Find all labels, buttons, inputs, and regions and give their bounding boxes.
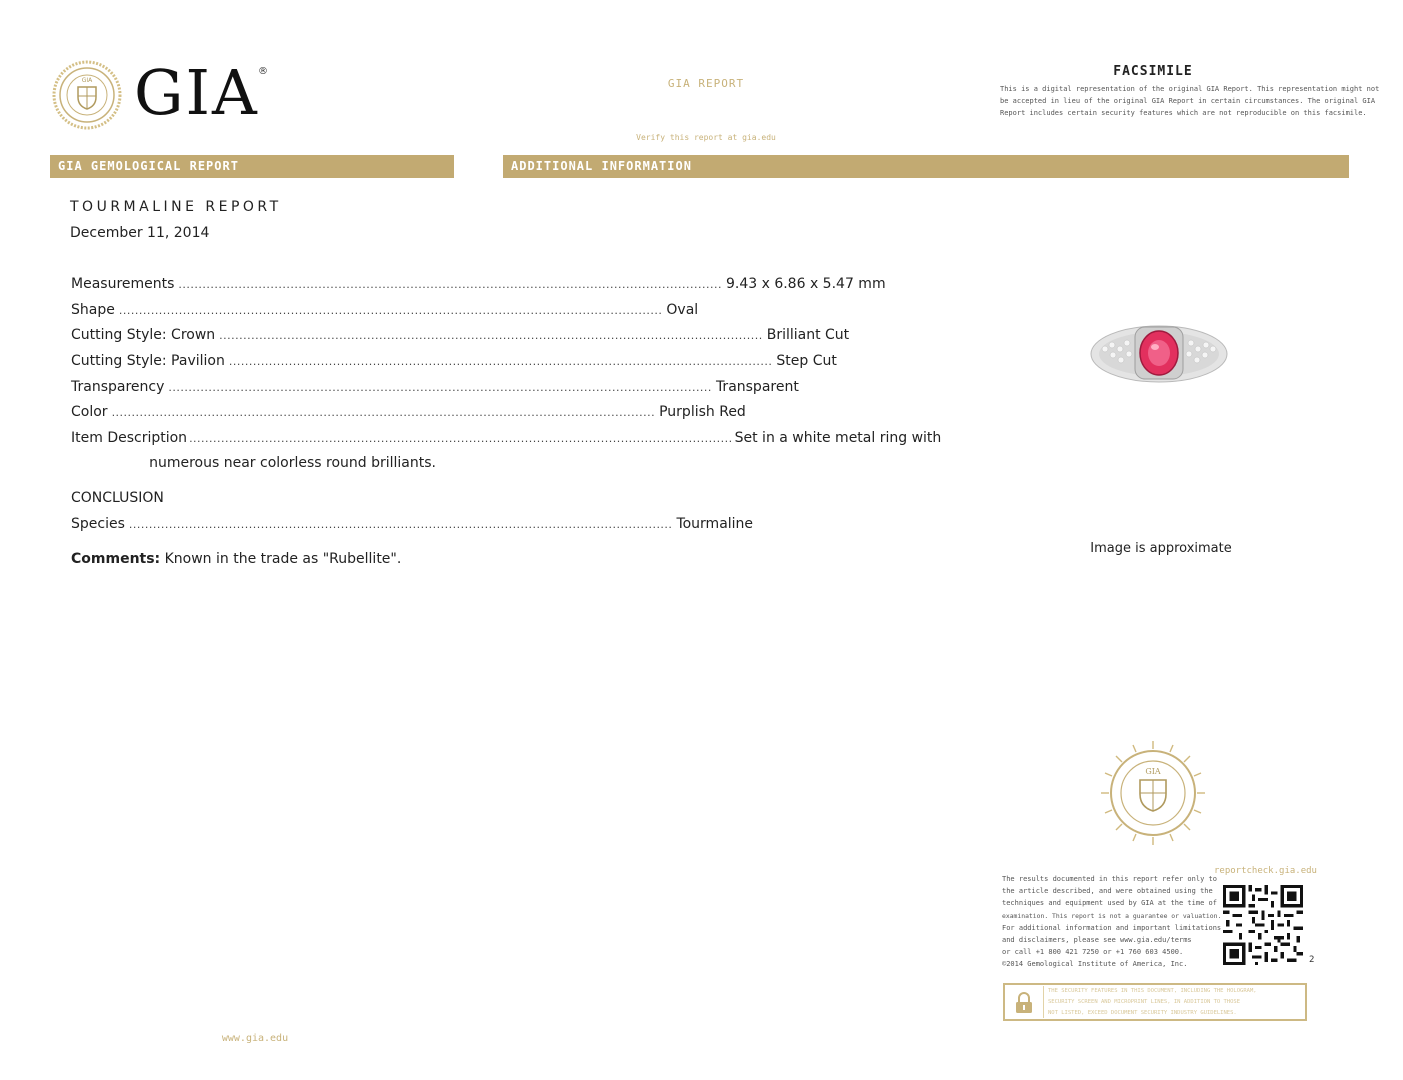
- page-number: 2: [1309, 955, 1315, 965]
- svg-text:GIA: GIA: [81, 77, 93, 84]
- comments-text: Known in the trade as "Rubellite".: [164, 551, 402, 567]
- leader-dots: ........................................................................................................................................: [118, 304, 663, 317]
- field-label: Item Description: [71, 430, 188, 446]
- leader-dots: ........................................................................................................................................: [219, 329, 763, 342]
- field-shape: [71, 302, 699, 318]
- leader-dots: ........................................................................................................................................: [111, 406, 656, 419]
- field-species: [71, 516, 754, 532]
- facsimile-line: Report includes certain security features which are not reproducible on this facsimile.: [1000, 109, 1367, 117]
- field-value: 9.43 x 6.86 x 5.47 mm: [725, 276, 886, 292]
- gia-wordmark: GIA: [134, 56, 259, 129]
- field-value: Step Cut: [776, 353, 837, 369]
- field-item-description: [71, 430, 942, 446]
- field-value: Transparent: [715, 379, 799, 395]
- comments-label: Comments:: [71, 551, 161, 567]
- left-section-bar: GIA GEMOLOGICAL REPORT: [50, 155, 454, 178]
- facsimile-title: FACSIMILE: [1113, 64, 1193, 79]
- item-description-continued: numerous near colorless round brilliants.: [149, 455, 436, 471]
- field-label: Cutting Style: Pavilion: [71, 353, 225, 369]
- ring-image: [1089, 319, 1229, 389]
- field-cutting-pavilion: [71, 353, 837, 369]
- svg-text:GIA: GIA: [1145, 767, 1161, 776]
- security-line: NOT LISTED, EXCEED DOCUMENT SECURITY INDUSTRY GUIDELINES.: [1048, 1010, 1237, 1016]
- disclaimer-line: examination. This report is not a guarantee or valuation.: [1002, 911, 1222, 920]
- report-date: December 11, 2014: [70, 225, 210, 241]
- disclaimer-line: ©2014 Gemological Institute of America, Inc.: [1002, 960, 1188, 969]
- disclaimer-line: or call +1 800 421 7250 or +1 760 603 4500.: [1002, 948, 1184, 957]
- disclaimer-line: For additional information and important limitations: [1002, 923, 1222, 932]
- security-line: THE SECURITY FEATURES IN THIS DOCUMENT, INCLUDING THE HOLOGRAM,: [1048, 988, 1257, 994]
- field-label: Cutting Style: Crown: [71, 327, 216, 343]
- disclaimer-line: and disclaimers, please see www.gia.edu/terms: [1002, 936, 1192, 945]
- field-value: Brilliant Cut: [766, 327, 850, 343]
- field-value: Oval: [666, 302, 699, 318]
- leader-dots: ........................................................................................................................................: [128, 518, 673, 531]
- image-caption: Image is approximate: [1090, 541, 1232, 556]
- field-label: Color: [71, 404, 108, 420]
- gia-logo: [52, 56, 282, 130]
- security-line: SECURITY SCREEN AND MICROPRINT LINES, IN ADDITION TO THOSE: [1048, 999, 1241, 1005]
- field-label: Shape: [71, 302, 115, 318]
- conclusion-heading: CONCLUSION: [71, 490, 164, 506]
- leader-dots: ........................................................................................................................................: [178, 278, 722, 291]
- verify-link[interactable]: Verify this report at gia.edu: [636, 133, 776, 142]
- facsimile-line: This is a digital representation of the original GIA Report. This representation might not: [1000, 85, 1380, 93]
- disclaimer-line: The results documented in this report refer only to: [1002, 875, 1217, 883]
- qr-code-icon[interactable]: [1223, 885, 1303, 965]
- leader-dots: ........................................................................................................................................: [189, 432, 733, 445]
- leader-dots: ........................................................................................................................................: [228, 355, 773, 368]
- disclaimer-line: the article described, and were obtained using the: [1002, 887, 1213, 896]
- field-color: [71, 404, 746, 420]
- right-section-bar: ADDITIONAL INFORMATION: [503, 155, 1349, 178]
- registered-mark: ®: [258, 66, 268, 77]
- field-cutting-crown: [71, 327, 850, 343]
- report-title: TOURMALINE REPORT: [70, 199, 282, 215]
- lock-icon: [1014, 992, 1034, 1014]
- field-transparency: [71, 379, 799, 395]
- comments: [71, 551, 401, 567]
- gia-institute-seal-icon: [1100, 740, 1206, 846]
- disclaimer-text: [1002, 873, 1222, 971]
- leader-dots: ........................................................................................................................................: [168, 381, 712, 394]
- gia-report-title: GIA REPORT: [667, 77, 745, 90]
- gia-website-link[interactable]: www.gia.edu: [221, 1033, 289, 1044]
- security-features-box: [1003, 983, 1307, 1021]
- field-value: Tourmaline: [676, 516, 754, 532]
- gia-seal-icon: [52, 60, 122, 130]
- facsimile-note: [1000, 83, 1380, 119]
- reportcheck-link[interactable]: reportcheck.gia.edu: [1214, 866, 1317, 876]
- facsimile-line: be accepted in lieu of the original GIA Report in certain circumstances. The original GIA: [1000, 97, 1376, 105]
- field-label: Transparency: [71, 379, 165, 395]
- field-label: Measurements: [71, 276, 175, 292]
- field-value: Purplish Red: [659, 404, 746, 420]
- field-measurements: [71, 276, 886, 292]
- field-value: Set in a white metal ring with: [734, 430, 942, 446]
- field-label: Species: [71, 516, 125, 532]
- disclaimer-line: techniques and equipment used by GIA at the time of: [1002, 899, 1217, 908]
